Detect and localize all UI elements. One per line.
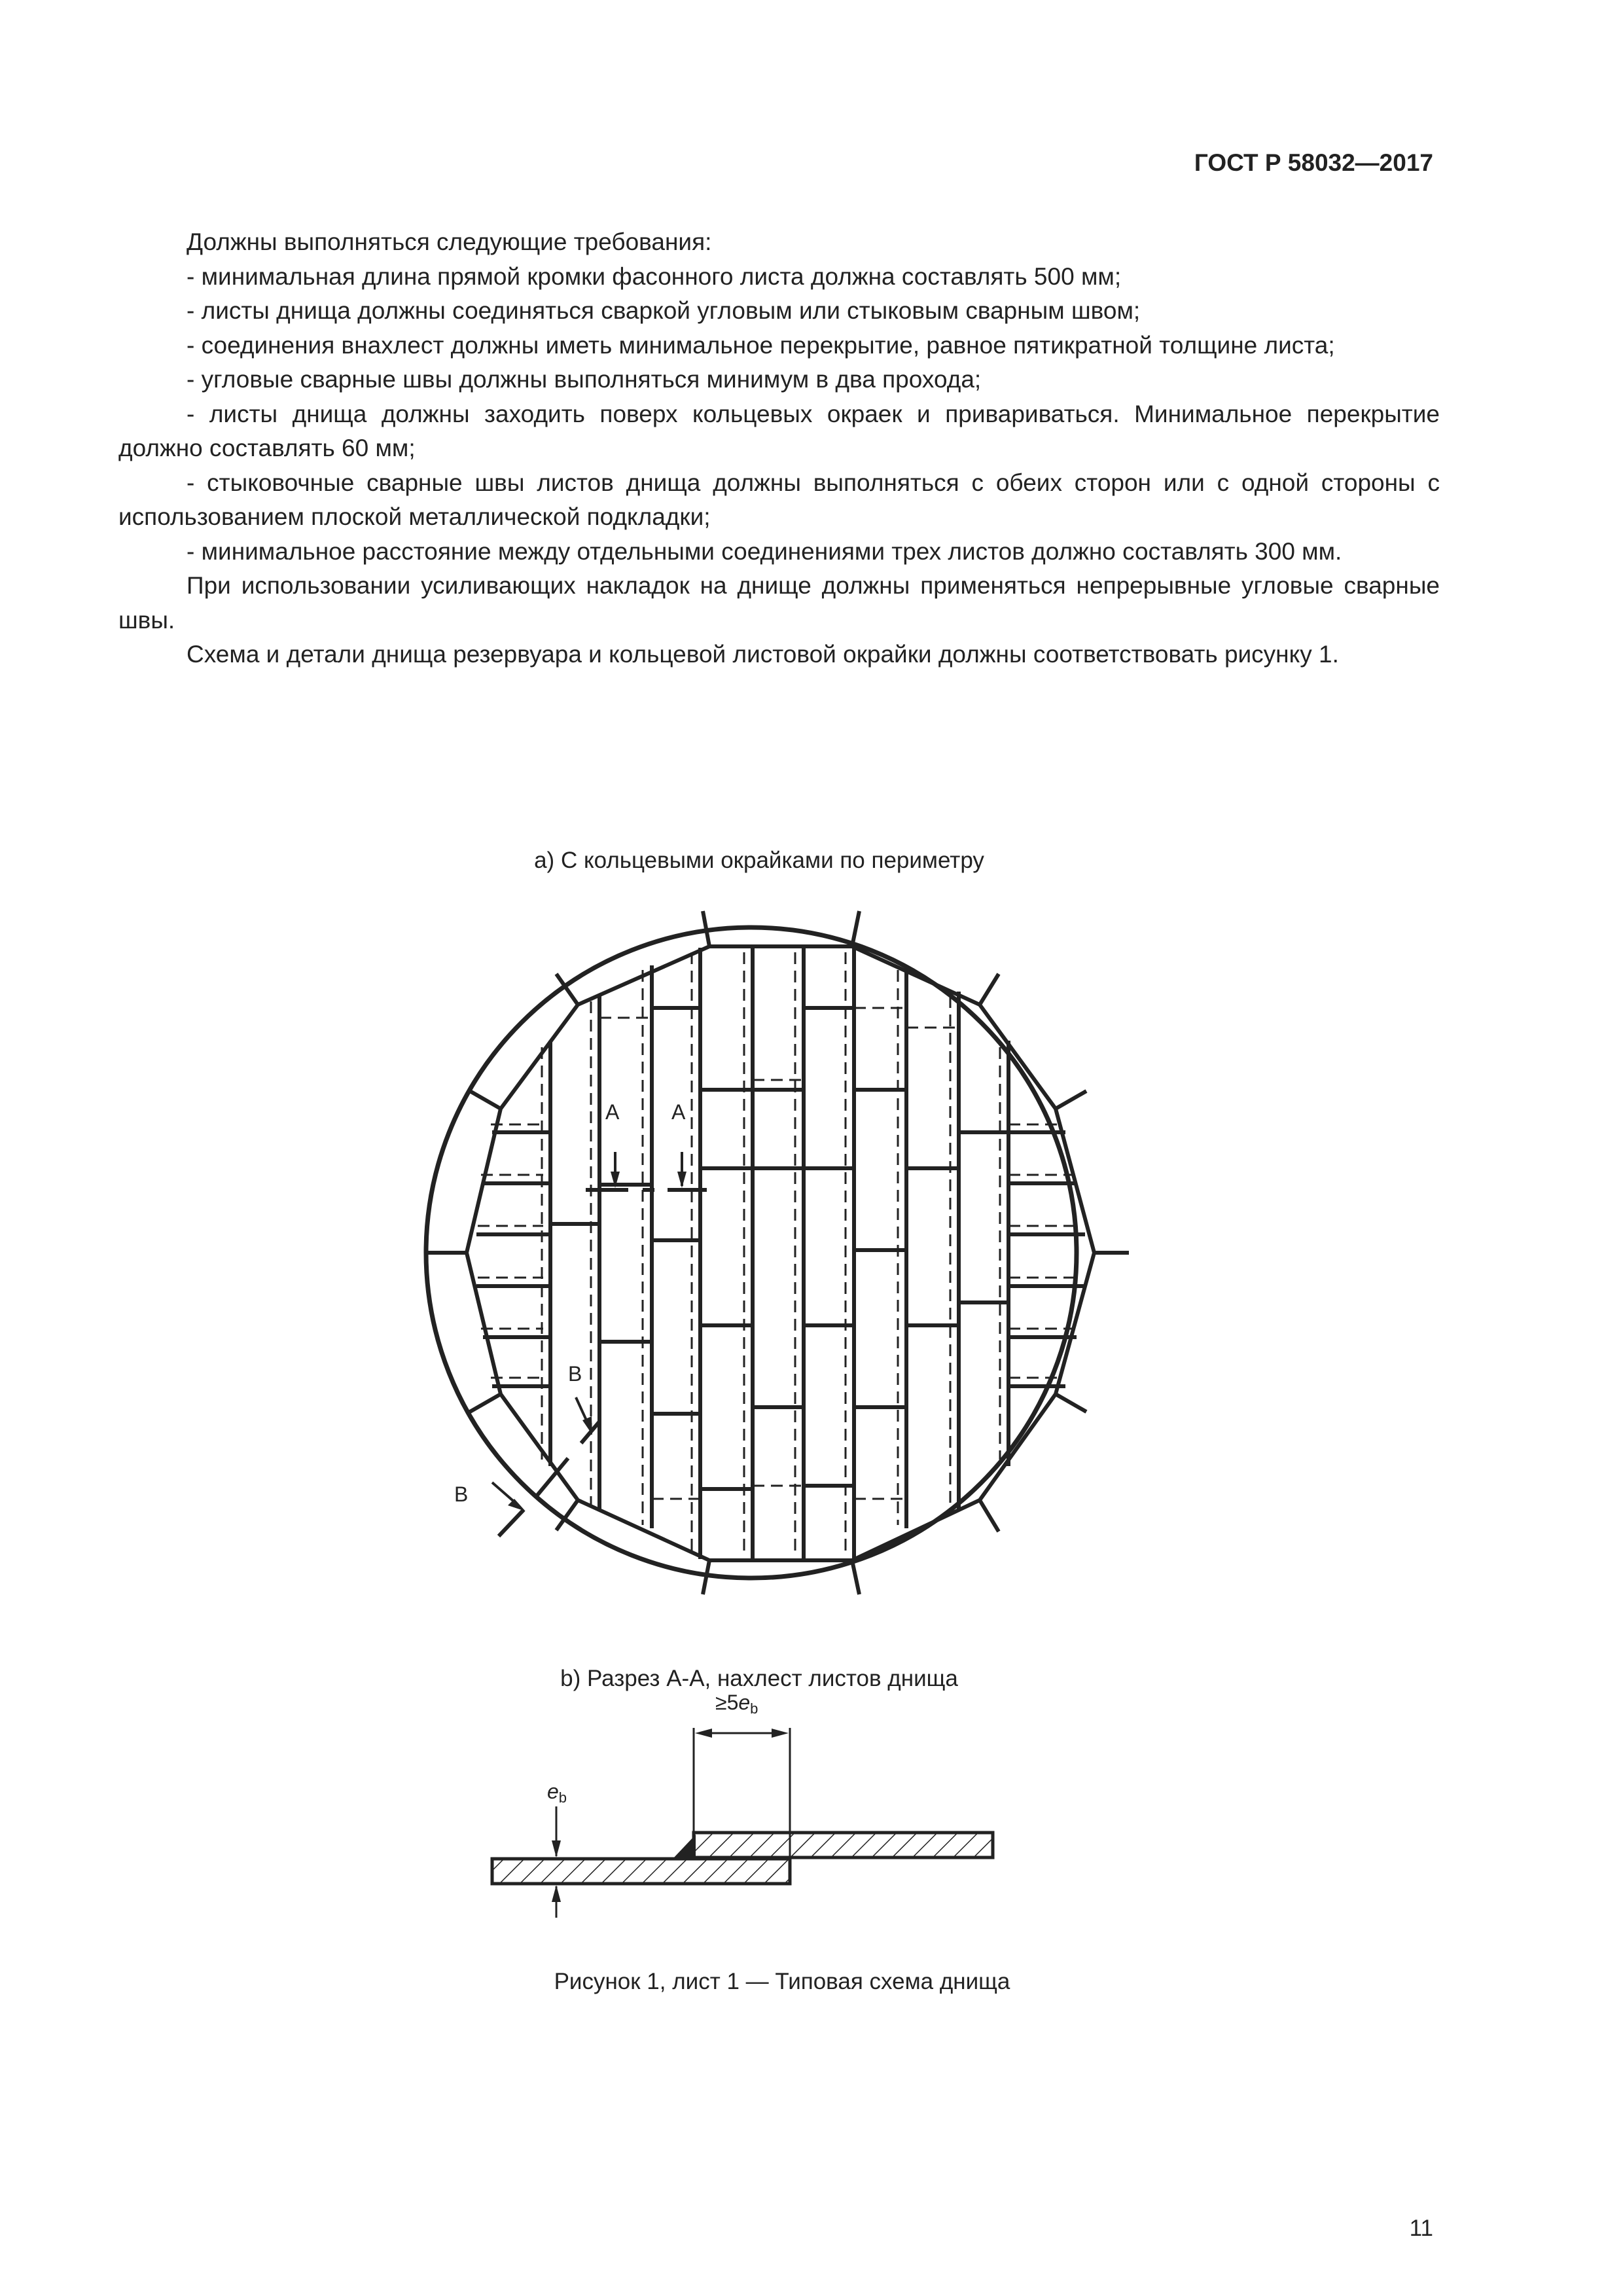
paragraph: - минимальное расстояние между отдельными соединениями трех листов должно составлять 300 мм. <box>187 537 1342 565</box>
paragraph: - соединения внахлест должны иметь минимальное перекрытие, равное пятикратной толщине листа; <box>187 331 1335 359</box>
section-b-lower-arrow <box>508 1499 526 1511</box>
section-a-right-arrow <box>677 1172 687 1188</box>
paragraph: Должны выполняться следующие требования: <box>187 228 712 255</box>
paragraph: - листы днища должны соединяться сваркой угловым или стыковым сварным швом; <box>187 297 1141 324</box>
thickness-arrow-bottom <box>552 1885 561 1902</box>
thickness-label: eb <box>547 1780 567 1806</box>
bottom-plate-strips <box>550 948 1008 1559</box>
paragraph: - минимальная длина прямой кромки фасонного листа должна составлять 500 мм; <box>187 262 1122 290</box>
upper-plate <box>694 1833 993 1857</box>
fillet-weld <box>673 1835 696 1859</box>
section-b-upper-label: В <box>568 1362 582 1386</box>
thickness-arrow-top <box>552 1840 561 1857</box>
figure-caption-a: a) С кольцевыми окрайками по периметру <box>534 848 984 873</box>
figure-title: Рисунок 1, лист 1 — Типовая схема днища <box>554 1969 1010 1994</box>
document-header: ГОСТ Р 58032—2017 <box>1194 149 1433 176</box>
dim-arrow-right <box>772 1729 789 1738</box>
overlap-dashed-lines <box>478 952 1080 1554</box>
figure-caption-b: b) Разрез А-А, нахлест листов днища <box>560 1666 958 1691</box>
dim-arrow-left <box>695 1729 712 1738</box>
paragraph: - листы днища должны заходить поверх кольцевых окраек и привариваться. Минимальное перекрытие должно составлять 60 мм; <box>118 400 1440 461</box>
page-number: 11 <box>1409 2215 1433 2241</box>
tank-bottom-plan <box>426 911 1129 1594</box>
lower-plate <box>492 1859 790 1884</box>
section-aa-detail <box>492 1691 993 1918</box>
paragraph: - угловые сварные швы должны выполняться минимум в два прохода; <box>187 366 982 393</box>
overlap-dimension-label: ≥5eb <box>715 1691 758 1717</box>
paragraph: При использовании усиливающих накладок на днище должны применяться непрерывные угловые сварные швы. <box>118 572 1440 634</box>
section-b-upper-arrow <box>582 1416 592 1435</box>
section-a-left-label: А <box>605 1100 620 1124</box>
section-a-right-label: А <box>671 1100 686 1124</box>
section-b-lower-label: В <box>454 1482 469 1506</box>
paragraph: - стыковочные сварные швы листов днища должны выполняться с обеих сторон или с одной стороны с использованием плоской металлической подкладки; <box>118 469 1440 530</box>
paragraph: Схема и детали днища резервуара и кольцевой листовой окрайки должны соответствовать рисунку 1. <box>187 641 1339 668</box>
